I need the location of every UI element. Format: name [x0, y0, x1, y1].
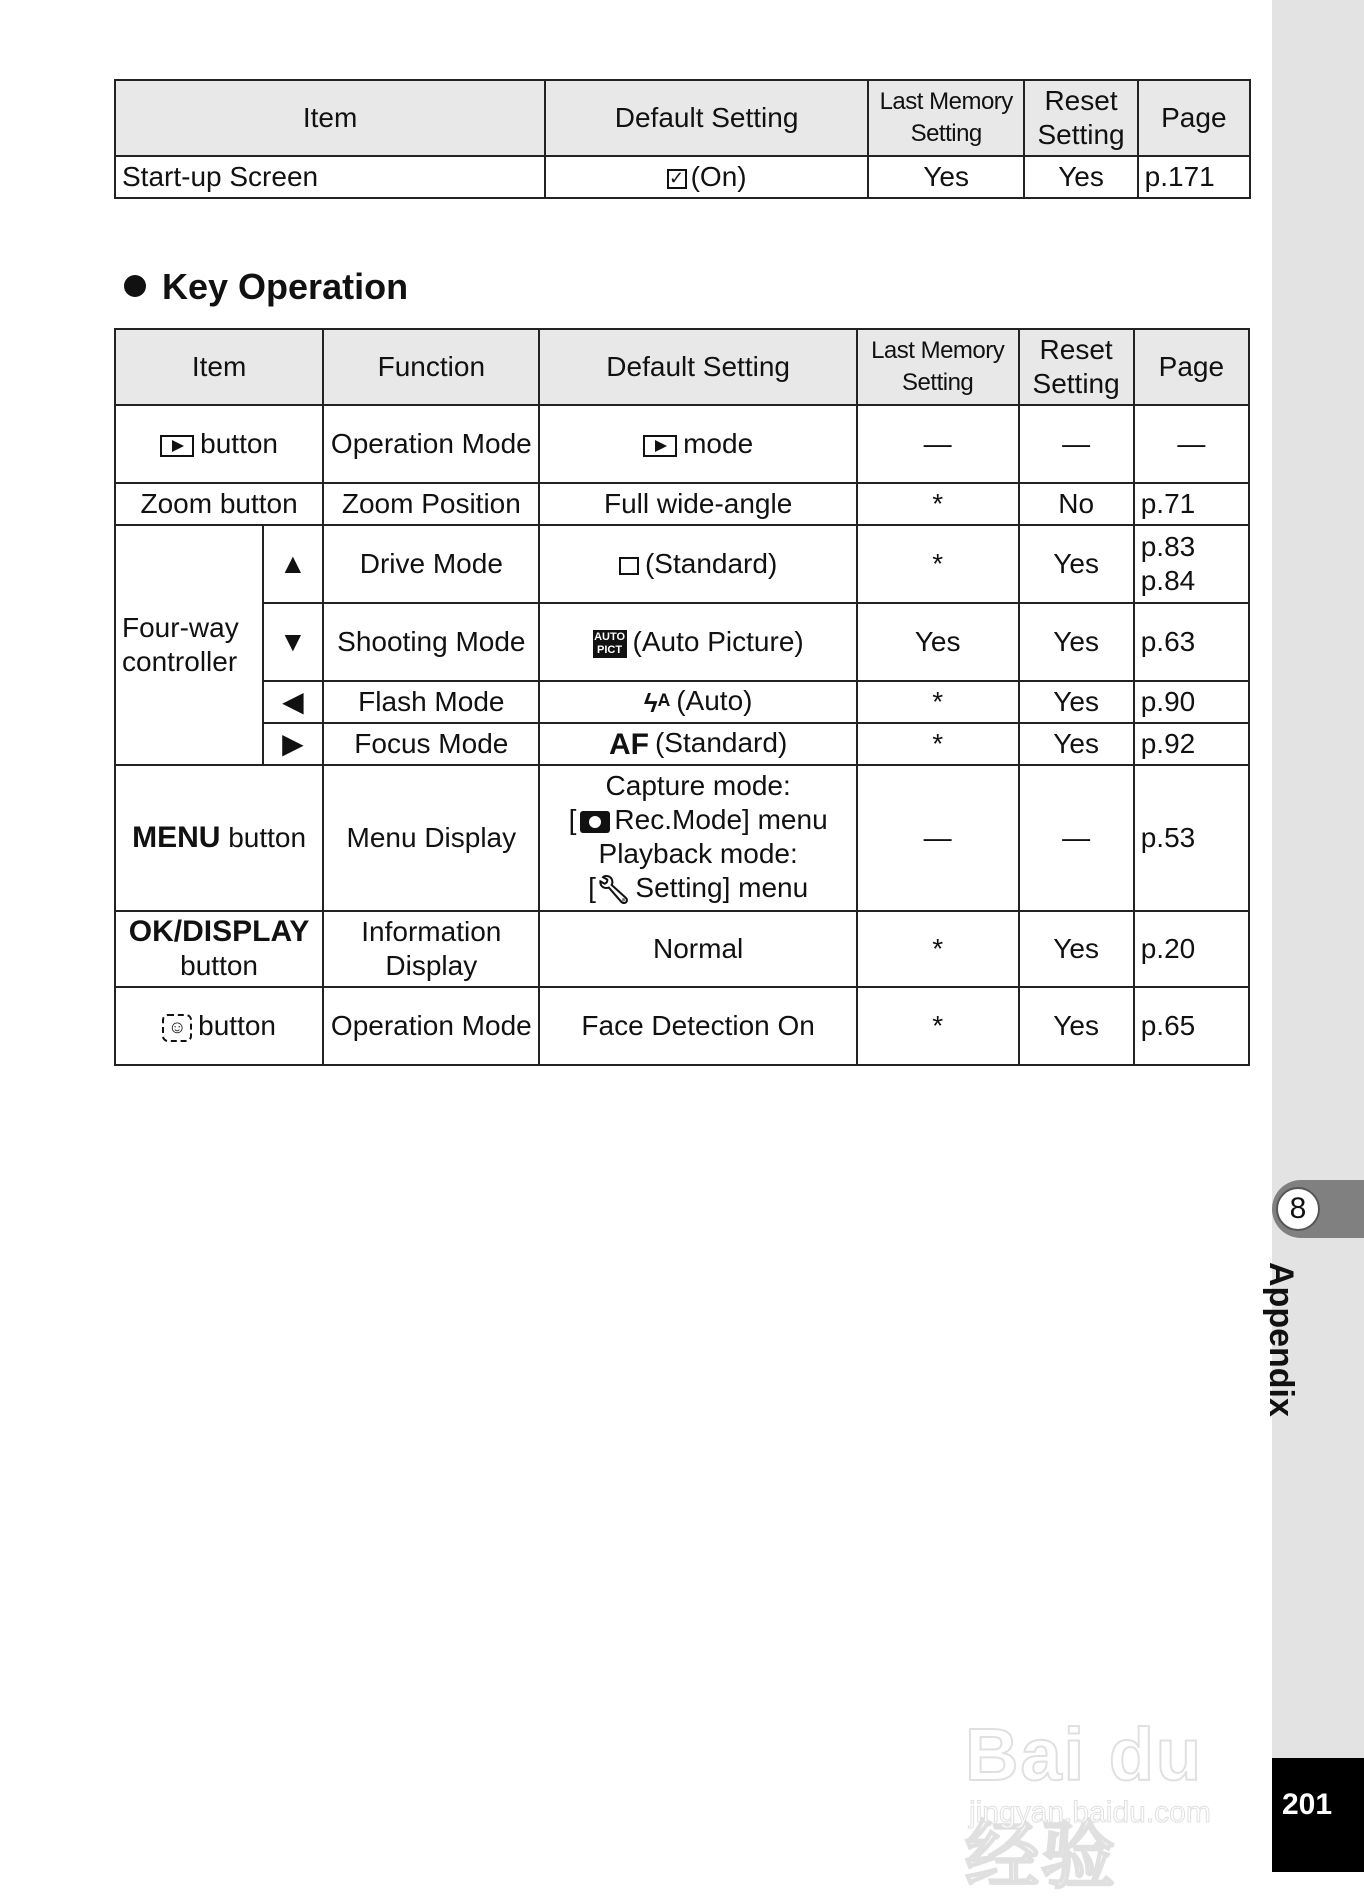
- cell-default-text: (Standard): [644, 548, 778, 579]
- cell-reset: Yes: [1024, 156, 1137, 198]
- cell-last-memory: *: [857, 987, 1019, 1065]
- cell-default: Normal: [539, 911, 856, 987]
- cell-page: p.63: [1134, 603, 1249, 681]
- face-detection-icon: ☺: [162, 1014, 192, 1042]
- cell-last-memory: *: [857, 723, 1019, 765]
- baidu-watermark: [965, 1660, 1295, 1897]
- cell-default: [539, 525, 856, 603]
- header-reset: Reset Setting: [1019, 329, 1134, 405]
- header-last-memory: Last Memory Setting: [868, 80, 1024, 156]
- header-page: Page: [1134, 329, 1249, 405]
- cell-last-memory: *: [857, 525, 1019, 603]
- cell-item: Start-up Screen: [115, 156, 545, 198]
- cell-page: p.65: [1134, 987, 1249, 1065]
- cell-default: [539, 405, 856, 483]
- cell-last-memory: Yes: [868, 156, 1024, 198]
- cell-reset: Yes: [1019, 911, 1134, 987]
- cell-reset: Yes: [1019, 603, 1134, 681]
- wrench-icon: 🔧︎: [595, 873, 632, 905]
- cell-default: Face Detection On: [539, 987, 856, 1065]
- header-reset: Reset Setting: [1024, 80, 1137, 156]
- cell-last-memory: *: [857, 483, 1019, 525]
- header-function: Function: [323, 329, 539, 405]
- cell-reset: —: [1019, 765, 1134, 911]
- cell-item: [115, 765, 323, 911]
- cell-reset: No: [1019, 483, 1134, 525]
- table-row-shooting: [115, 603, 1249, 681]
- auto-picture-icon: AUTO PICT: [594, 630, 626, 656]
- cell-default: [539, 765, 856, 911]
- flash-auto-icon: ϟᴬ: [643, 687, 671, 718]
- cell-page-line2: p.84: [1140, 565, 1196, 596]
- cell-default-text: (On): [690, 161, 747, 192]
- table-row-face: [115, 987, 1249, 1065]
- playback-icon: [643, 435, 677, 457]
- cell-last-memory: *: [857, 911, 1019, 987]
- default-line2: [ Rec.Mode] menu: [568, 804, 828, 836]
- cell-last-memory: —: [857, 405, 1019, 483]
- cell-item: [115, 911, 323, 987]
- cell-function: Flash Mode: [323, 681, 539, 723]
- cell-page: —: [1134, 405, 1249, 483]
- cell-item-text: button: [198, 1010, 277, 1041]
- header-last-memory: Last Memory Setting: [857, 329, 1019, 405]
- cell-reset: Yes: [1019, 681, 1134, 723]
- chapter-label: Appendix: [1262, 1262, 1300, 1417]
- default-line2-text: Rec.Mode] menu: [614, 804, 828, 836]
- chapter-sidebar: [1272, 0, 1364, 1872]
- cell-page-line1: p.83: [1140, 531, 1196, 562]
- settings-table: [114, 79, 1251, 199]
- table-row: [115, 156, 1250, 198]
- cell-last-memory: —: [857, 765, 1019, 911]
- cell-default-text: mode: [683, 428, 754, 459]
- cell-function: Zoom Position: [323, 483, 539, 525]
- table-header-row: [115, 329, 1249, 405]
- cell-item-text: button: [180, 950, 259, 981]
- cell-function: Operation Mode: [323, 405, 539, 483]
- header-default: Default Setting: [545, 80, 868, 156]
- cell-page: p.171: [1138, 156, 1250, 198]
- table-row-focus: [115, 723, 1249, 765]
- cell-function: Focus Mode: [323, 723, 539, 765]
- cell-item: [115, 405, 323, 483]
- cell-item: [115, 987, 323, 1065]
- cell-page: p.71: [1134, 483, 1249, 525]
- table-row-drive: [115, 525, 1249, 603]
- cell-page: p.53: [1134, 765, 1249, 911]
- cell-default-text: (Auto): [676, 685, 753, 717]
- cell-default-text: (Standard): [654, 727, 788, 759]
- playback-icon: [160, 435, 194, 457]
- camera-icon: [580, 811, 610, 833]
- cell-page: [1134, 525, 1249, 603]
- cell-function: Information Display: [323, 911, 539, 987]
- header-default: Default Setting: [539, 329, 856, 405]
- cell-last-memory: Yes: [857, 603, 1019, 681]
- table-row-menu: [115, 765, 1249, 911]
- page-number: 201: [1272, 1758, 1364, 1872]
- cell-last-memory: *: [857, 681, 1019, 723]
- cell-item-text: button: [228, 822, 307, 853]
- cell-reset: Yes: [1019, 723, 1134, 765]
- section-title: [124, 266, 408, 308]
- table-row-flash: [115, 681, 1249, 723]
- header-page: Page: [1138, 80, 1250, 156]
- table-row-ok: [115, 911, 1249, 987]
- header-item: Item: [115, 329, 323, 405]
- ok-key-label: OK/DISPLAY: [128, 915, 310, 948]
- default-line3: Playback mode:: [598, 838, 798, 870]
- table-row-zoom: [115, 483, 1249, 525]
- cell-page: p.92: [1134, 723, 1249, 765]
- cell-function: Operation Mode: [323, 987, 539, 1065]
- cell-item-fourway: Four-way controller: [115, 525, 263, 765]
- cell-default: [539, 723, 856, 765]
- menu-key-label: MENU: [132, 821, 221, 854]
- cell-reset: Yes: [1019, 525, 1134, 603]
- key-operation-table: [114, 328, 1250, 1066]
- section-title-text: Key Operation: [162, 266, 409, 307]
- cell-page: p.90: [1134, 681, 1249, 723]
- bullet-icon: [124, 275, 146, 297]
- cell-function: Menu Display: [323, 765, 539, 911]
- cell-direction-up: ▲: [263, 525, 324, 603]
- cell-default: [539, 603, 856, 681]
- cell-default: Full wide-angle: [539, 483, 856, 525]
- check-box-icon: ✓: [667, 169, 687, 189]
- cell-direction-right: ▶: [263, 723, 324, 765]
- cell-item-text: button: [200, 428, 279, 459]
- cell-direction-down: ▼: [263, 603, 324, 681]
- cell-reset: Yes: [1019, 987, 1134, 1065]
- watermark-brand: Bai du 经验: [965, 1713, 1204, 1897]
- chapter-number: 8: [1276, 1187, 1320, 1231]
- cell-function: Shooting Mode: [323, 603, 539, 681]
- watermark-url: jingyan.baidu.com: [969, 1796, 1211, 1829]
- default-line4-text: Setting] menu: [635, 872, 809, 904]
- table-header-row: [115, 80, 1250, 156]
- cell-default-text: (Auto Picture): [632, 626, 804, 657]
- cell-page: p.20: [1134, 911, 1249, 987]
- cell-reset: —: [1019, 405, 1134, 483]
- cell-function: Drive Mode: [323, 525, 539, 603]
- single-frame-icon: [619, 557, 639, 575]
- af-icon: AF: [608, 727, 649, 761]
- default-line4: [🔧︎ Setting] menu: [588, 872, 809, 905]
- cell-default: [539, 681, 856, 723]
- cell-default: [545, 156, 868, 198]
- cell-direction-left: ◀: [263, 681, 324, 723]
- cell-item: Zoom button: [115, 483, 323, 525]
- table-row-playback: [115, 405, 1249, 483]
- header-item: Item: [115, 80, 545, 156]
- default-line1: Capture mode:: [605, 770, 791, 802]
